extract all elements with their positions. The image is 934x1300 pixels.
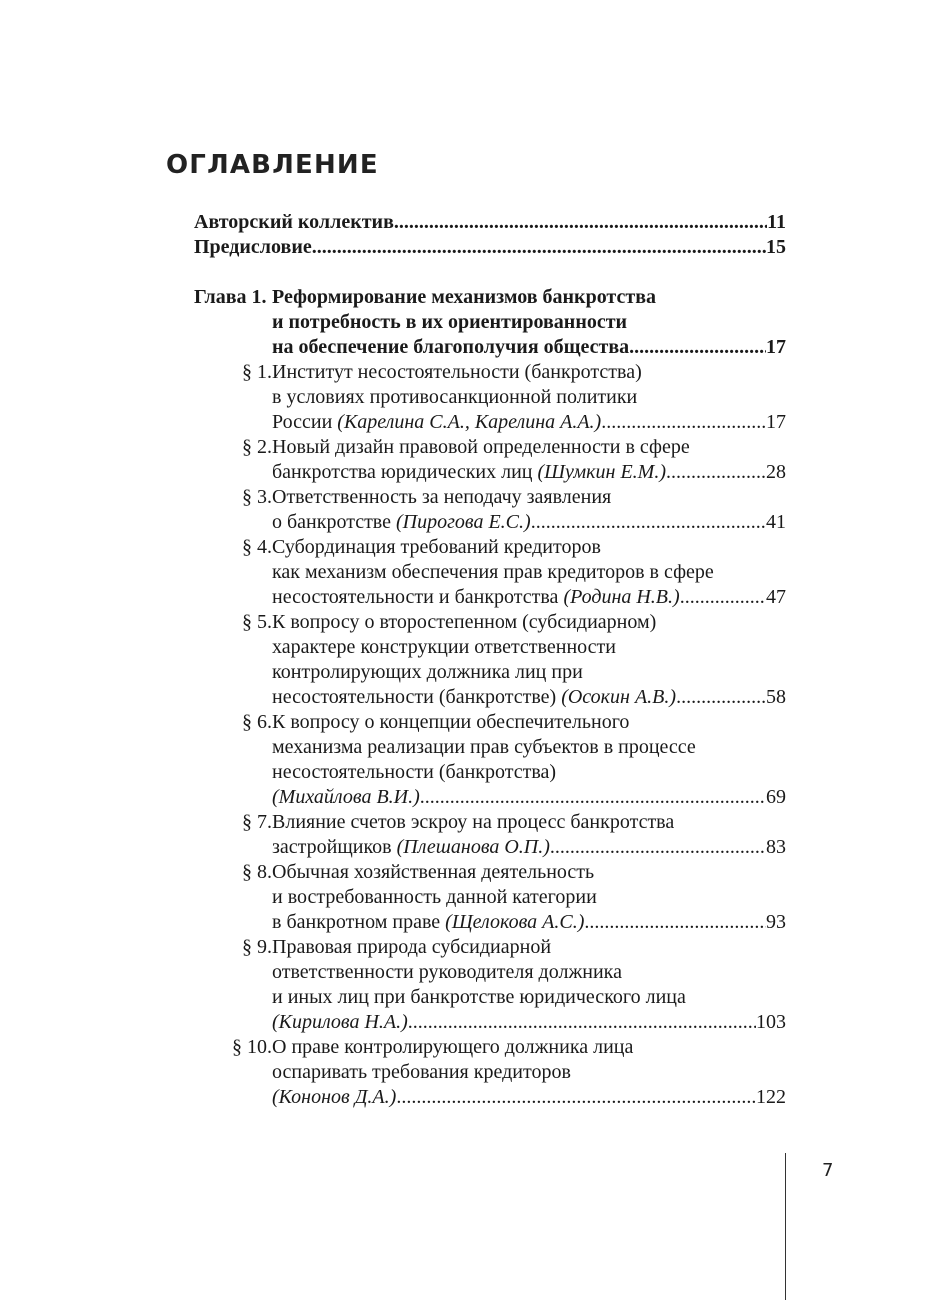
- toc-section-6: [194, 710, 786, 810]
- toc-section-1: [194, 360, 786, 435]
- dot-leader: [408, 1010, 756, 1035]
- section-title-line: несостоятельности (банкротства): [272, 761, 557, 783]
- toc-page-number: 122: [756, 1086, 786, 1108]
- toc-section-9: [194, 935, 786, 1035]
- toc-page-number: 93: [766, 911, 786, 933]
- table-of-contents: [194, 210, 786, 1110]
- section-title-line: и иных лиц при банкротстве юридического лица: [272, 986, 686, 1008]
- section-title-line: Институт несостоятельности (банкротства): [272, 361, 642, 383]
- chapter-title-line: Реформирование механизмов банкротства: [272, 286, 657, 308]
- section-title-line: в банкротном праве: [272, 911, 446, 933]
- toc-section-4: [194, 535, 786, 610]
- section-author: (Осокин А.В.): [561, 686, 677, 708]
- section-title-line: в условиях противосанкционной политики: [272, 386, 638, 408]
- toc-entry-authors: [194, 210, 786, 235]
- margin-rule: [785, 1153, 786, 1300]
- chapter-number: Глава 1.: [194, 286, 267, 308]
- section-title-line: России: [272, 411, 338, 433]
- section-title-line: как механизм обеспечения прав кредиторов в сфере: [272, 561, 714, 583]
- toc-entry-title: Предисловие: [194, 236, 312, 258]
- section-title-line: О праве контролирующего должника лица: [272, 1036, 634, 1058]
- section-title-line: Правовая природа субсидиарной: [272, 936, 552, 958]
- section-number: § 7.: [242, 811, 272, 833]
- section-title-line: Ответственность за неподачу заявления: [272, 486, 612, 508]
- toc-page-number: 11: [767, 211, 786, 233]
- section-author: (Кирилова Н.А.): [272, 1011, 408, 1033]
- section-title-line: оспаривать требования кредиторов: [272, 1061, 571, 1083]
- toc-page-number: 15: [766, 236, 786, 258]
- section-title-line: механизма реализации прав субъектов в процессе: [272, 736, 696, 758]
- section-title-line: К вопросу о второстепенном (субсидиарном): [272, 611, 657, 633]
- toc-page-number: 83: [766, 836, 786, 858]
- toc-page-number: 41: [766, 511, 786, 533]
- section-number: § 8.: [242, 861, 272, 883]
- section-number: § 5.: [242, 611, 272, 633]
- chapter-title-line: на обеспечение благополучия общества: [272, 336, 630, 358]
- toc-chapter-1: [194, 285, 786, 360]
- section-author: (Плешанова О.П.): [396, 836, 550, 858]
- section-number: § 2.: [242, 436, 272, 458]
- section-number: § 10.: [232, 1036, 272, 1058]
- section-title-line: о банкротстве: [272, 511, 397, 533]
- dot-leader: [680, 585, 766, 610]
- section-number: § 1.: [242, 361, 272, 383]
- dot-leader: [584, 910, 766, 935]
- toc-page-number: 17: [766, 411, 786, 433]
- page-title: ОГЛАВЛЕНИЕ: [166, 150, 379, 180]
- toc-page-number: 47: [766, 586, 786, 608]
- dot-leader: [420, 785, 766, 810]
- section-author: (Карелина С.А., Карелина А.А.): [337, 411, 602, 433]
- toc-section-7: [194, 810, 786, 860]
- section-author: (Михайлова В.И.): [272, 786, 420, 808]
- toc-section-5: [194, 610, 786, 710]
- section-title-line: Субординация требований кредиторов: [272, 536, 601, 558]
- dot-leader: [550, 835, 766, 860]
- section-author: (Шумкин Е.М.): [537, 461, 666, 483]
- dot-leader: [666, 460, 766, 485]
- section-title-line: характере конструкции ответственности: [272, 636, 616, 658]
- toc-page-number: 17: [766, 336, 786, 358]
- toc-section-8: [194, 860, 786, 935]
- section-author: (Пирогова Е.С.): [396, 511, 531, 533]
- toc-entry-preface: [194, 235, 786, 260]
- section-title-line: застройщиков: [272, 836, 397, 858]
- dot-leader: [396, 1085, 756, 1110]
- section-title-line: контролирующих должника лиц при: [272, 661, 583, 683]
- toc-page-number: 103: [756, 1011, 786, 1033]
- toc-section-10: [194, 1035, 786, 1110]
- toc-section-2: [194, 435, 786, 485]
- section-author: (Родина Н.В.): [563, 586, 680, 608]
- section-title-line: банкротства юридических лиц: [272, 461, 538, 483]
- section-number: § 6.: [242, 711, 272, 733]
- dot-leader: [601, 410, 766, 435]
- dot-leader: [312, 235, 766, 260]
- dot-leader: [676, 685, 766, 710]
- section-author: (Щелокова А.С.): [445, 911, 585, 933]
- toc-section-3: [194, 485, 786, 535]
- dot-leader: [531, 510, 766, 535]
- section-title-line: несостоятельности и банкротства: [272, 586, 564, 608]
- section-number: § 4.: [242, 536, 272, 558]
- section-title-line: К вопросу о концепции обеспечительного: [272, 711, 630, 733]
- toc-page-number: 28: [766, 461, 786, 483]
- chapter-title-line: и потребность в их ориентированности: [272, 311, 628, 333]
- section-author: (Кононов Д.А.): [272, 1086, 397, 1108]
- toc-page-number: 69: [766, 786, 786, 808]
- section-title-line: Новый дизайн правовой определенности в сфере: [272, 436, 690, 458]
- section-title-line: несостоятельности (банкротстве): [272, 686, 562, 708]
- section-title-line: ответственности руководителя должника: [272, 961, 622, 983]
- toc-entry-title: Авторский коллектив: [194, 211, 394, 233]
- section-number: § 9.: [242, 936, 272, 958]
- page-number: 7: [822, 1160, 834, 1181]
- section-number: § 3.: [242, 486, 272, 508]
- toc-page-number: 58: [766, 686, 786, 708]
- section-title-line: и востребованность данной категории: [272, 886, 597, 908]
- section-title-line: Влияние счетов эскроу на процесс банкротства: [272, 811, 675, 833]
- dot-leader: [629, 335, 766, 360]
- section-title-line: Обычная хозяйственная деятельность: [272, 861, 595, 883]
- dot-leader: [394, 210, 767, 235]
